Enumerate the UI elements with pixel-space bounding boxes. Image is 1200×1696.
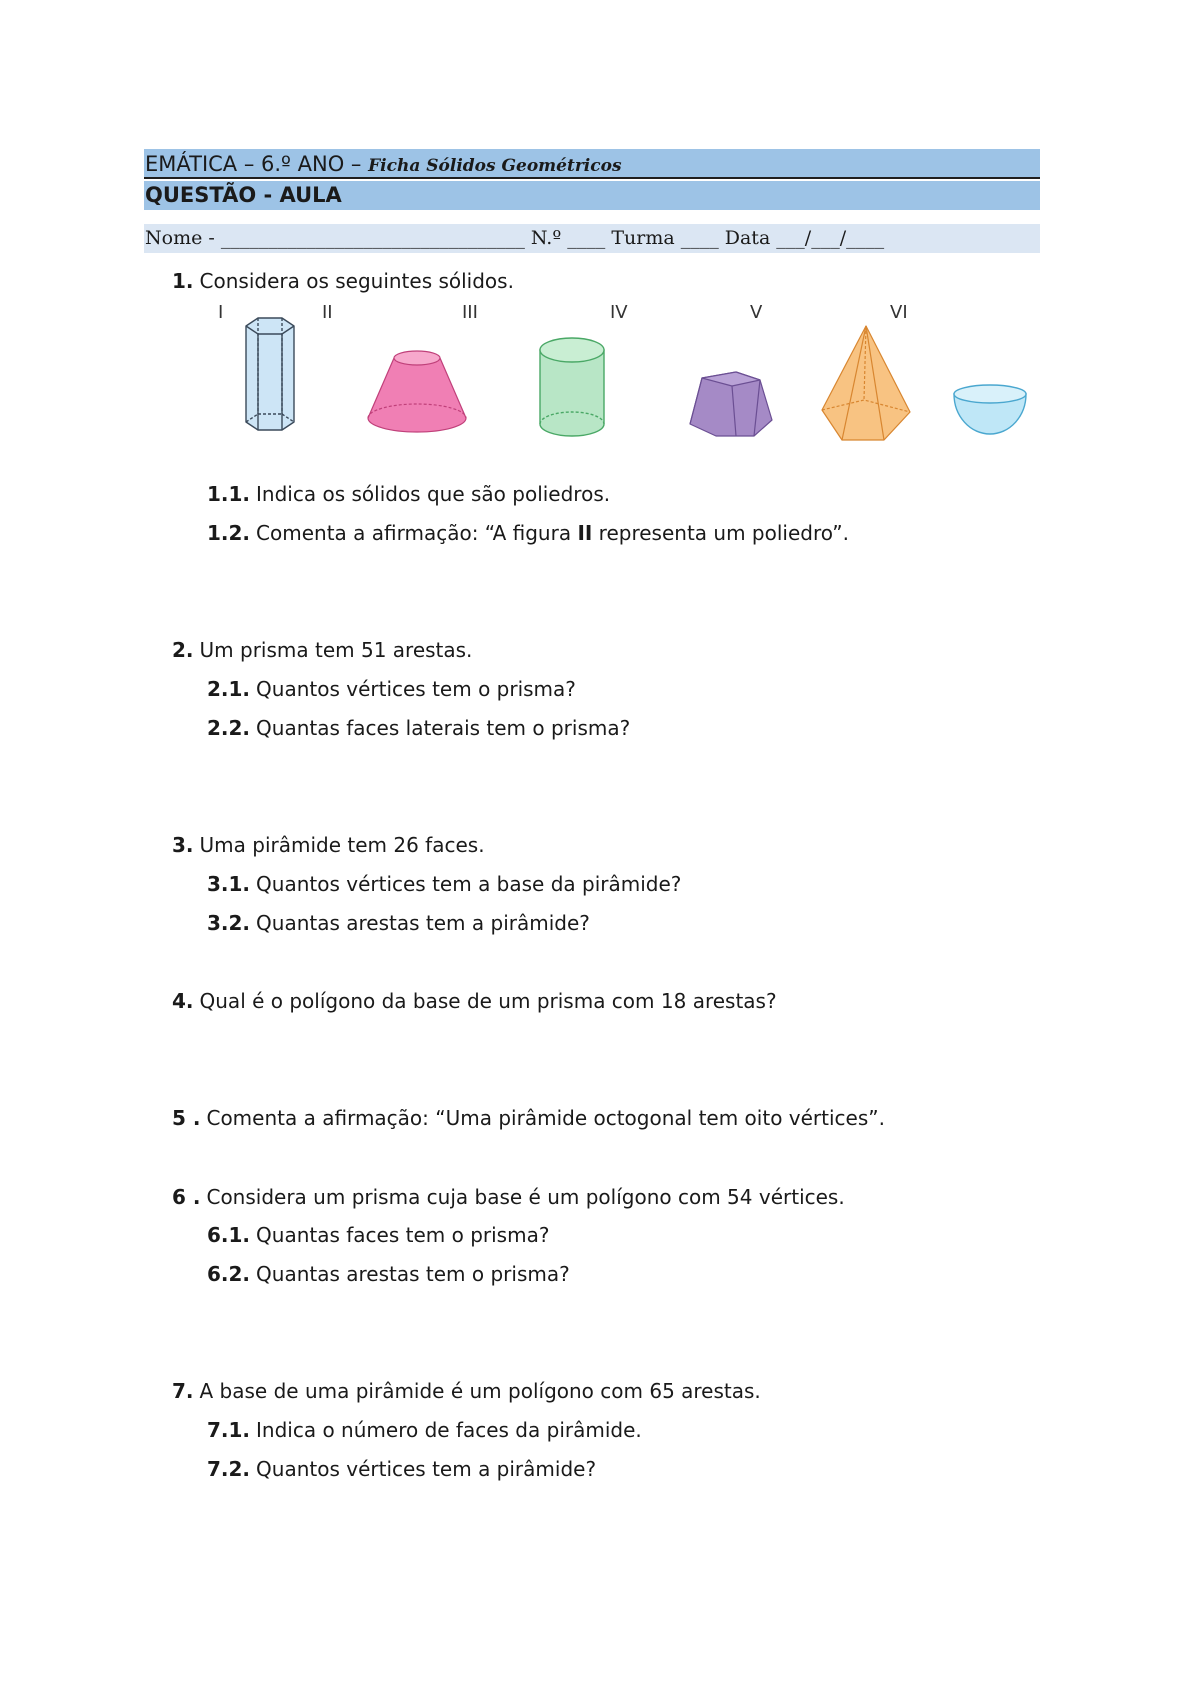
question-2	[172, 637, 472, 663]
question-text: Quantas faces tem o prisma?	[256, 1223, 550, 1247]
question-text: Qual é o polígono da base de um prisma com 18 arestas?	[199, 989, 777, 1013]
student-info-line: Nome - ________________________________ N.º ____ Turma ____ Data ___/___/____	[145, 227, 885, 249]
question-text: Considera os seguintes sólidos.	[199, 269, 514, 293]
question-number: 3.	[172, 833, 194, 857]
question-number: 7.1.	[207, 1418, 251, 1442]
question-1-1	[207, 481, 610, 507]
question-text: Quantas arestas tem a pirâmide?	[256, 911, 590, 935]
question-number: 1.1.	[207, 482, 251, 506]
question-text: Quantos vértices tem a pirâmide?	[256, 1457, 597, 1481]
question-number: 6 .	[172, 1185, 201, 1209]
question-1-2	[207, 520, 849, 546]
pyramid-figure	[820, 324, 914, 444]
question-number: 3.1.	[207, 872, 251, 896]
figure-labels	[210, 302, 930, 323]
question-6-2	[207, 1261, 570, 1287]
question-text: Indica o número de faces da pirâmide.	[256, 1418, 642, 1442]
question-text: Quantas arestas tem o prisma?	[256, 1262, 570, 1286]
question-text: Quantos vértices tem a base da pirâmide?	[256, 872, 682, 896]
question-text: Quantas faces laterais tem o prisma?	[256, 716, 631, 740]
question-6-1	[207, 1222, 549, 1248]
question-number: 2.	[172, 638, 194, 662]
question-text: Quantos vértices tem o prisma?	[256, 677, 576, 701]
question-7-1	[207, 1417, 642, 1443]
question-text-tail: representa um poliedro”.	[592, 521, 849, 545]
polyhedron-figure	[686, 366, 778, 442]
question-text: Comenta a afirmação: “Uma pirâmide octogonal tem oito vértices”.	[206, 1106, 885, 1130]
header-title: EMÁTICA – 6.º ANO –	[145, 152, 369, 176]
question-number: 2.2.	[207, 716, 251, 740]
question-number: 2.1.	[207, 677, 251, 701]
header-subtitle: Ficha Sólidos Geométricos	[368, 156, 622, 176]
header-subtitle-bar	[144, 181, 1040, 210]
cylinder-figure	[536, 336, 608, 444]
question-number: 4.	[172, 989, 194, 1013]
question-7	[172, 1378, 761, 1404]
student-info-bar	[144, 224, 1040, 253]
figure-label: V	[750, 302, 763, 323]
question-text: Uma pirâmide tem 26 faces.	[199, 833, 485, 857]
question-3-2	[207, 910, 590, 936]
figure-label: VI	[890, 302, 908, 323]
hexagonal-prism-figure	[236, 316, 306, 440]
question-3-1	[207, 871, 681, 897]
question-number: 6.2.	[207, 1262, 251, 1286]
cone-frustum-figure	[364, 346, 470, 440]
question-5	[172, 1105, 885, 1131]
question-1	[172, 268, 514, 294]
hemisphere-figure	[950, 382, 1030, 442]
question-number: 6.1.	[207, 1223, 251, 1247]
question-text: A base de uma pirâmide é um polígono com 65 arestas.	[199, 1379, 761, 1403]
question-text: Comenta a afirmação: “A figura	[256, 521, 578, 545]
question-4	[172, 988, 777, 1014]
figure-label: III	[462, 302, 478, 323]
figure-label: IV	[610, 302, 628, 323]
question-2-1	[207, 676, 576, 702]
figure-label: I	[218, 302, 224, 323]
question-number: 5 .	[172, 1106, 201, 1130]
question-text: Considera um prisma cuja base é um polígono com 54 vértices.	[206, 1185, 845, 1209]
question-text: Um prisma tem 51 arestas.	[199, 638, 473, 662]
question-text: Indica os sólidos que são poliedros.	[256, 482, 611, 506]
header-question-label: QUESTÃO - AULA	[145, 183, 342, 207]
header-title-bar	[144, 149, 1040, 179]
question-7-2	[207, 1456, 596, 1482]
question-number: 1.2.	[207, 521, 251, 545]
question-number: 7.	[172, 1379, 194, 1403]
question-3	[172, 832, 485, 858]
question-text-bold: II	[577, 521, 593, 545]
question-number: 3.2.	[207, 911, 251, 935]
question-number: 1.	[172, 269, 194, 293]
question-number: 7.2.	[207, 1457, 251, 1481]
question-2-2	[207, 715, 630, 741]
figure-label: II	[322, 302, 333, 323]
question-6	[172, 1184, 845, 1210]
